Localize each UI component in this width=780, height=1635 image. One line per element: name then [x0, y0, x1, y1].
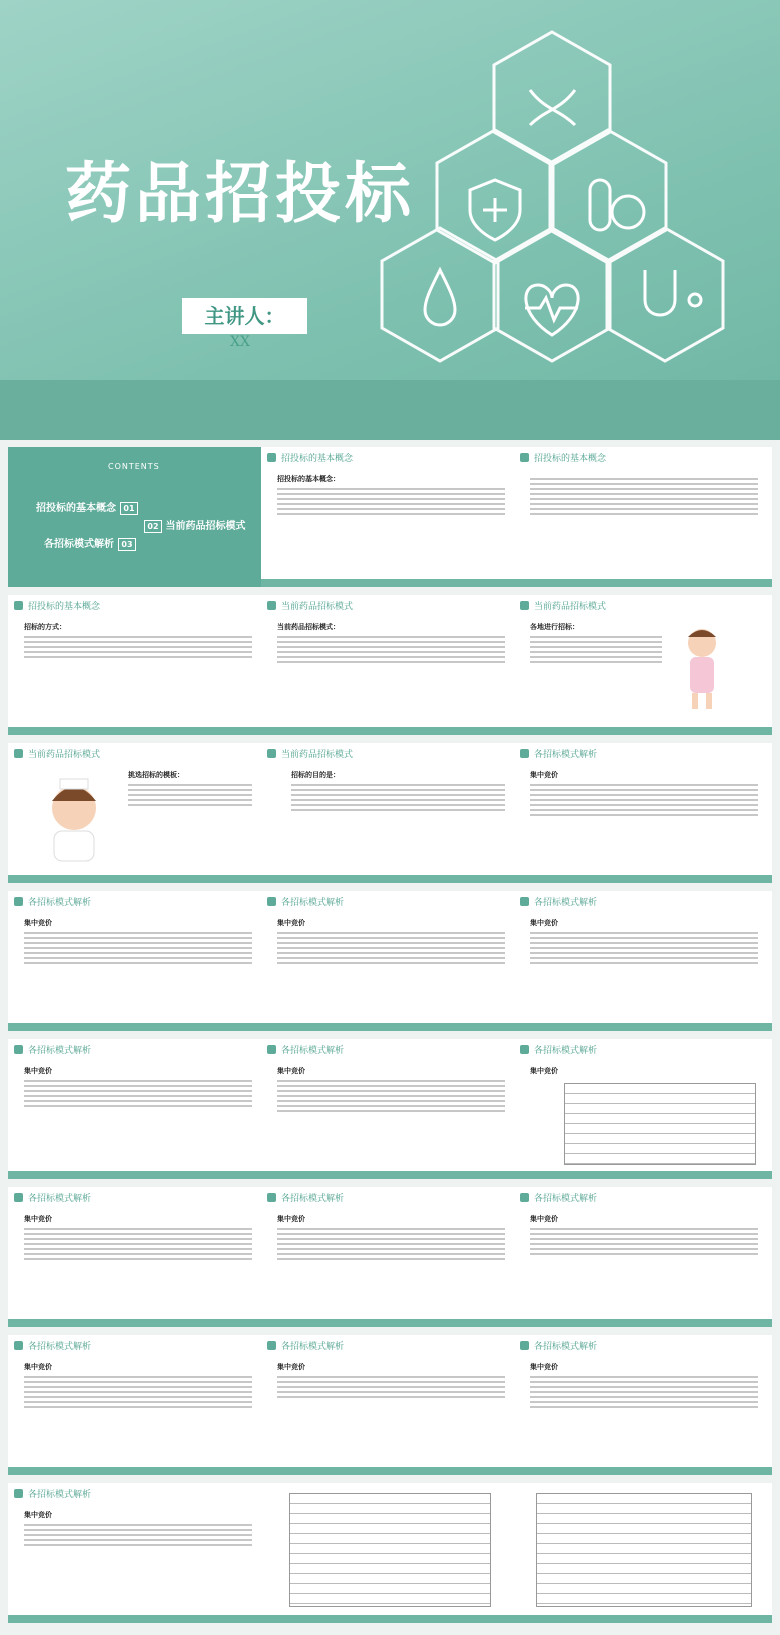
- slide-subtitle: 集中竞价: [530, 1067, 558, 1075]
- header-mark-icon: [14, 1193, 23, 1202]
- slide-thumb[interactable]: [514, 447, 772, 587]
- slide-title: 招投标的基本概念: [28, 602, 101, 612]
- toc-item-2[interactable]: 02 当前药品招标模式: [140, 517, 245, 533]
- slide-subtitle: 各地进行招标：: [530, 623, 579, 631]
- header-mark-icon: [14, 601, 23, 610]
- slide-thumb[interactable]: [8, 1335, 266, 1475]
- slide-subtitle: 集中竞价: [277, 1215, 305, 1223]
- slide-thumb[interactable]: [8, 743, 266, 883]
- data-table: [289, 1493, 491, 1607]
- dna-icon: [530, 90, 575, 125]
- slide-title: 各招标模式解析: [534, 1194, 598, 1204]
- cover-title: 药品招投标: [65, 154, 415, 232]
- slide-thumb[interactable]: [261, 447, 519, 587]
- slide-thumb[interactable]: [8, 1483, 266, 1623]
- slide-subtitle: 集中竞价: [24, 1363, 52, 1371]
- header-mark-icon: [267, 601, 276, 610]
- slide-thumb[interactable]: [8, 1039, 266, 1179]
- slide-title: 各招标模式解析: [281, 898, 345, 908]
- header-mark-icon: [520, 1045, 529, 1054]
- slide-subtitle: 集中竞价: [277, 1067, 305, 1075]
- slide-subtitle: 集中竞价: [277, 919, 305, 927]
- slide-subtitle: 挑选招标的模板：: [128, 771, 184, 779]
- header-mark-icon: [14, 749, 23, 758]
- header-mark-icon: [520, 897, 529, 906]
- pills-icon: [590, 180, 644, 230]
- slide-title: 各招标模式解析: [28, 1046, 92, 1056]
- header-mark-icon: [520, 1341, 529, 1350]
- slide-title: 当前药品招标模式: [534, 602, 607, 612]
- slide-thumb[interactable]: [514, 1187, 772, 1327]
- slide-thumb[interactable]: [261, 891, 519, 1031]
- cover-band: [0, 380, 780, 440]
- slide-subtitle: 集中竞价: [530, 771, 558, 779]
- slide-title: 各招标模式解析: [281, 1194, 345, 1204]
- slide-thumb[interactable]: [514, 1483, 772, 1623]
- slide-title: 各招标模式解析: [28, 898, 92, 908]
- slide-title: 当前药品招标模式: [281, 602, 354, 612]
- slide-subtitle: 集中竞价: [24, 1215, 52, 1223]
- slide-subtitle: 招投标的基本概念：: [277, 475, 340, 483]
- toc-heading: CONTENTS: [108, 462, 160, 471]
- toc-item-1[interactable]: 招投标的基本概念 01: [36, 499, 138, 515]
- header-mark-icon: [14, 1489, 23, 1498]
- header-mark-icon: [267, 453, 276, 462]
- slide-thumb[interactable]: [514, 595, 772, 735]
- header-mark-icon: [520, 749, 529, 758]
- header-mark-icon: [520, 1193, 529, 1202]
- header-mark-icon: [520, 601, 529, 610]
- slide-title: 各招标模式解析: [534, 750, 598, 760]
- slide-title: 各招标模式解析: [534, 1342, 598, 1352]
- slide-title: 各招标模式解析: [534, 1046, 598, 1056]
- header-mark-icon: [267, 749, 276, 758]
- slide-subtitle: 招标的方式：: [24, 623, 66, 631]
- slide-thumb[interactable]: [514, 743, 772, 883]
- data-table: [564, 1083, 756, 1165]
- header-mark-icon: [267, 1341, 276, 1350]
- slide-subtitle: 集中竞价: [24, 1067, 52, 1075]
- slide-thumb[interactable]: [514, 891, 772, 1031]
- nurse-illustration-icon: [672, 623, 732, 713]
- slide-thumb[interactable]: [514, 1039, 772, 1179]
- slide-title: 各招标模式解析: [28, 1490, 92, 1500]
- hexagon-pattern: [380, 30, 780, 430]
- slide-title: 招投标的基本概念: [281, 454, 354, 464]
- slide-subtitle: 集中竞价: [530, 1215, 558, 1223]
- slide-subtitle: 集中竞价: [530, 1363, 558, 1371]
- slide-title: 各招标模式解析: [281, 1046, 345, 1056]
- header-mark-icon: [267, 1045, 276, 1054]
- header-mark-icon: [14, 897, 23, 906]
- slide-thumb[interactable]: [8, 891, 266, 1031]
- slide-subtitle: 招标的目的是：: [291, 771, 340, 779]
- speaker-name: XX: [230, 334, 250, 350]
- data-table: [536, 1493, 752, 1607]
- slide-title: 当前药品招标模式: [281, 750, 354, 760]
- slide-thumb[interactable]: [8, 595, 266, 735]
- slide-thumb[interactable]: [261, 1335, 519, 1475]
- header-mark-icon: [267, 897, 276, 906]
- slide-thumb[interactable]: [261, 1483, 519, 1623]
- slide-title: 各招标模式解析: [28, 1342, 92, 1352]
- heart-pulse-icon: [525, 285, 578, 335]
- slide-title: 各招标模式解析: [281, 1342, 345, 1352]
- slide-title: 当前药品招标模式: [28, 750, 101, 760]
- header-mark-icon: [267, 1193, 276, 1202]
- drop-icon: [425, 270, 455, 325]
- header-mark-icon: [520, 453, 529, 462]
- slide-thumb[interactable]: [8, 1187, 266, 1327]
- cover-slide: [0, 0, 780, 440]
- slide-subtitle: 集中竞价: [530, 919, 558, 927]
- header-mark-icon: [14, 1045, 23, 1054]
- slide-thumb[interactable]: [261, 1039, 519, 1179]
- slide-thumb[interactable]: [261, 743, 519, 883]
- slide-thumb[interactable]: [261, 1187, 519, 1327]
- slide-subtitle: 集中竞价: [24, 1511, 52, 1519]
- slide-title: 招投标的基本概念: [534, 454, 607, 464]
- shield-cross-icon: [470, 180, 520, 240]
- slide-title: 各招标模式解析: [28, 1194, 92, 1204]
- slide-title: 各招标模式解析: [534, 898, 598, 908]
- speaker-label: 主讲人：: [182, 298, 307, 334]
- nurse-illustration-icon: [34, 773, 114, 863]
- slide-subtitle: 集中竞价: [24, 919, 52, 927]
- slide-thumb[interactable]: [261, 595, 519, 735]
- toc-slide: [8, 447, 266, 587]
- slide-subtitle: 当前药品招标模式：: [277, 623, 340, 631]
- slide-thumb[interactable]: [514, 1335, 772, 1475]
- header-mark-icon: [14, 1341, 23, 1350]
- toc-item-3[interactable]: 各招标模式解析 03: [44, 535, 136, 551]
- stethoscope-icon: [645, 270, 701, 315]
- slide-subtitle: 集中竞价: [277, 1363, 305, 1371]
